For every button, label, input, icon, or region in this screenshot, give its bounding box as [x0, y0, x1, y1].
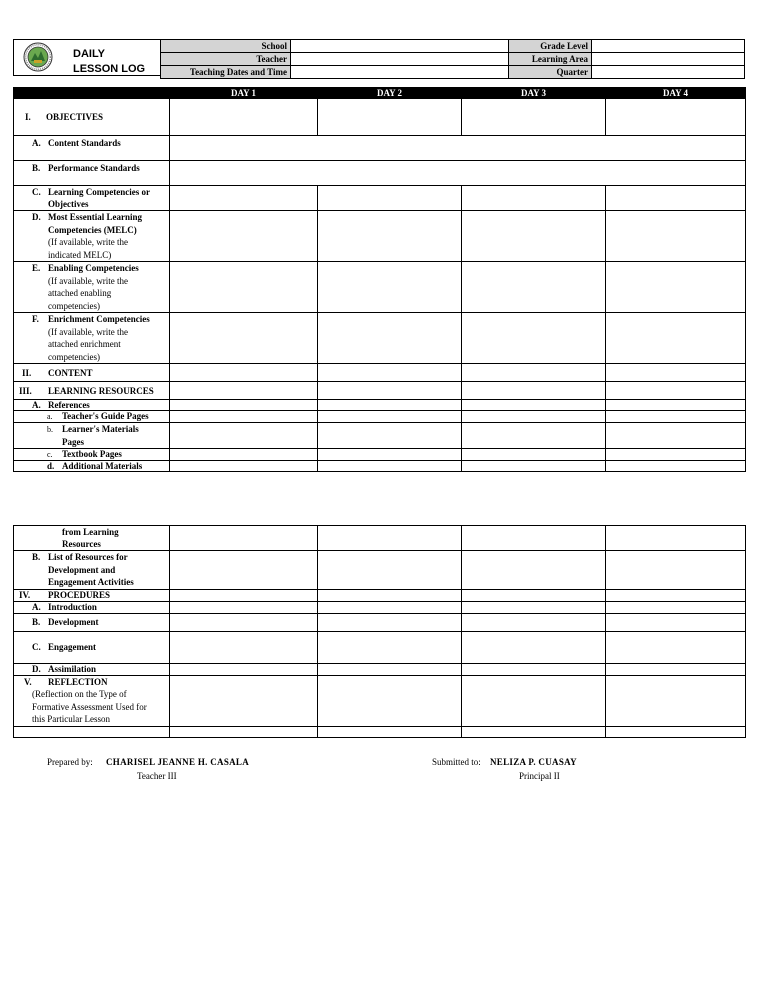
introduction-num: A.: [32, 601, 41, 612]
melc-line4: indicated MELC): [48, 249, 112, 260]
prepared-by-title: Teacher III: [137, 771, 177, 781]
additional-day1[interactable]: [170, 461, 318, 472]
objectives-day1[interactable]: [170, 99, 318, 136]
assimilation-row: [14, 663, 746, 675]
grade-level-label: Grade Level: [509, 40, 592, 53]
references-day4[interactable]: [606, 400, 746, 411]
reflection-label: REFLECTION: [48, 676, 108, 687]
introduction-day4[interactable]: [606, 601, 746, 613]
enabling-line3: attached enabling: [48, 288, 112, 298]
resources-day2[interactable]: [318, 382, 462, 400]
list-resources-day2[interactable]: [318, 551, 462, 590]
enrichment-line4: competencies): [48, 351, 100, 362]
assimilation-day3[interactable]: [462, 663, 606, 675]
teachers-guide-day4[interactable]: [606, 411, 746, 423]
assimilation-day1[interactable]: [170, 663, 318, 675]
melc-line3: (If available, write the: [48, 237, 128, 247]
performance-standards-num: B.: [32, 163, 41, 173]
engagement-row: [14, 631, 746, 663]
continued-day2[interactable]: [318, 526, 462, 551]
teacher-label: Teacher: [161, 53, 291, 66]
assimilation-label: Assimilation: [48, 663, 97, 674]
submitted-to-title: Principal II: [519, 771, 560, 781]
additional-materials-row: [14, 461, 746, 472]
learning-competencies-row: [14, 186, 746, 211]
procedures-day2[interactable]: [318, 589, 462, 601]
melc-day4[interactable]: [606, 211, 746, 262]
learners-materials-row: [14, 423, 746, 449]
enabling-day3[interactable]: [462, 262, 606, 313]
procedures-day3[interactable]: [462, 589, 606, 601]
introduction-row: [14, 601, 746, 613]
enabling-line4: competencies): [48, 300, 100, 311]
content-standards-num: A.: [32, 138, 41, 148]
teachers-guide-day3[interactable]: [462, 411, 606, 423]
learning-area-value[interactable]: [592, 53, 745, 66]
references-label: References: [48, 400, 90, 410]
content-row: [14, 364, 746, 382]
continued-line2: Resources: [62, 539, 101, 549]
melc-row: [14, 211, 746, 262]
introduction-day2[interactable]: [318, 601, 462, 613]
reflection-day1[interactable]: [170, 675, 318, 726]
enabling-num: E.: [32, 263, 41, 273]
doc-title-line2: LESSON LOG: [73, 63, 146, 75]
school-label: School: [161, 40, 291, 53]
enabling-day2[interactable]: [318, 262, 462, 313]
performance-standards-label: Performance Standards: [48, 163, 140, 173]
resources-day3[interactable]: [462, 382, 606, 400]
development-label: Development: [48, 617, 99, 627]
learning-competencies-day2[interactable]: [318, 186, 462, 211]
content-standards-label: Content Standards: [48, 138, 121, 148]
engagement-day2[interactable]: [318, 631, 462, 663]
list-resources-line2: Development and: [48, 564, 116, 575]
continued-day3[interactable]: [462, 526, 606, 551]
lesson-log-table-part2: [13, 525, 746, 738]
day-3-header: DAY 3: [462, 88, 606, 99]
melc-day1[interactable]: [170, 211, 318, 262]
learning-competencies-line2: Objectives: [48, 199, 89, 209]
development-day1[interactable]: [170, 613, 318, 631]
teacher-value[interactable]: [291, 53, 509, 66]
list-resources-line1: List of Resources for: [48, 552, 128, 562]
quarter-label: Quarter: [509, 66, 592, 79]
additional-day4[interactable]: [606, 461, 746, 472]
additional-day2[interactable]: [318, 461, 462, 472]
introduction-day3[interactable]: [462, 601, 606, 613]
textbook-day2[interactable]: [318, 449, 462, 461]
continued-day1[interactable]: [170, 526, 318, 551]
enrichment-day3[interactable]: [462, 313, 606, 364]
learners-materials-day2[interactable]: [318, 423, 462, 449]
objectives-num: I.: [25, 112, 31, 122]
assimilation-day4[interactable]: [606, 663, 746, 675]
learning-competencies-day1[interactable]: [170, 186, 318, 211]
melc-num: D.: [32, 212, 41, 222]
quarter-value[interactable]: [592, 66, 745, 79]
references-day1[interactable]: [170, 400, 318, 411]
learning-competencies-day3[interactable]: [462, 186, 606, 211]
list-of-resources-row: [14, 551, 746, 590]
procedures-row: [14, 589, 746, 601]
content-standards-value[interactable]: [170, 136, 746, 161]
melc-day2[interactable]: [318, 211, 462, 262]
lesson-log-table-part1: [13, 87, 746, 472]
learning-resources-num: III.: [19, 385, 32, 396]
grade-level-value[interactable]: [592, 40, 745, 53]
enrichment-line2: (If available, write the: [48, 326, 128, 337]
introduction-label: Introduction: [48, 601, 97, 612]
melc-line2: Competencies (MELC): [48, 224, 137, 235]
reflection-num: V.: [24, 676, 32, 687]
development-day3[interactable]: [462, 613, 606, 631]
list-resources-day3[interactable]: [462, 551, 606, 590]
learning-competencies-num: C.: [32, 187, 41, 197]
procedures-day4[interactable]: [606, 589, 746, 601]
list-resources-num: B.: [32, 552, 41, 562]
performance-standards-row: [14, 161, 746, 186]
list-resources-line3: Engagement Activities: [48, 577, 134, 587]
objectives-row: [14, 99, 746, 136]
melc-line1: Most Essential Learning: [48, 212, 143, 222]
teachers-guide-num: a.: [47, 412, 53, 421]
enrichment-day4[interactable]: [606, 313, 746, 364]
procedures-num: IV.: [19, 589, 31, 600]
assimilation-num: D.: [32, 663, 41, 674]
development-row: [14, 613, 746, 631]
reflection-line4: this Particular Lesson: [32, 714, 110, 724]
development-day2[interactable]: [318, 613, 462, 631]
teachers-guide-day1[interactable]: [170, 411, 318, 423]
teachers-guide-label: Teacher's Guide Pages: [62, 411, 149, 421]
additional-day3[interactable]: [462, 461, 606, 472]
blank-bottom-row: [14, 726, 746, 737]
school-seal-logo: [23, 42, 53, 72]
references-day3[interactable]: [462, 400, 606, 411]
additional-materials-label: Additional Materials: [62, 461, 143, 471]
resources-day1[interactable]: [170, 382, 318, 400]
content-day2[interactable]: [318, 364, 462, 382]
doc-title-line1: DAILY: [73, 48, 105, 60]
objectives-day2[interactable]: [318, 99, 462, 136]
procedures-label: PROCEDURES: [48, 589, 111, 600]
reflection-day4[interactable]: [606, 675, 746, 726]
enabling-day4[interactable]: [606, 262, 746, 313]
learning-competencies-day4[interactable]: [606, 186, 746, 211]
engagement-day3[interactable]: [462, 631, 606, 663]
prepared-by-label: Prepared by:: [47, 757, 93, 767]
textbook-day1[interactable]: [170, 449, 318, 461]
teachers-guide-row: [14, 411, 746, 423]
enrichment-line1: Enrichment Competencies: [48, 314, 150, 324]
day-2-header: DAY 2: [318, 88, 462, 99]
learners-materials-num: b.: [47, 425, 53, 434]
submitted-to-label: Submitted to:: [432, 757, 481, 767]
learning-resources-label: LEARNING RESOURCES: [48, 385, 154, 396]
development-day4[interactable]: [606, 613, 746, 631]
learners-materials-line1: Learner's Materials: [62, 424, 139, 434]
learning-competencies-line1: Learning Competencies or: [48, 187, 150, 197]
submitted-to-name: NELIZA P. CUASAY: [490, 757, 577, 767]
learning-resources-row: [14, 382, 746, 400]
enrichment-competencies-row: [14, 313, 746, 364]
reflection-line3: Formative Assessment Used for: [32, 701, 147, 712]
enabling-line1: Enabling Competencies: [48, 263, 139, 273]
learning-area-label: Learning Area: [509, 53, 592, 66]
references-day2[interactable]: [318, 400, 462, 411]
content-day4[interactable]: [606, 364, 746, 382]
teachers-guide-day2[interactable]: [318, 411, 462, 423]
learners-materials-line2: Pages: [62, 437, 84, 447]
engagement-day4[interactable]: [606, 631, 746, 663]
content-standards-row: [14, 136, 746, 161]
prepared-by-name: CHARISEL JEANNE H. CASALA: [106, 757, 250, 767]
engagement-num: C.: [32, 642, 41, 652]
textbook-day4[interactable]: [606, 449, 746, 461]
content-day3[interactable]: [462, 364, 606, 382]
learners-materials-day4[interactable]: [606, 423, 746, 449]
header-info-table: [160, 39, 745, 79]
enabling-line2: (If available, write the: [48, 275, 128, 286]
additional-materials-num: d.: [47, 461, 55, 471]
content-label: CONTENT: [48, 367, 93, 378]
day-4-header: DAY 4: [606, 88, 746, 99]
content-num: II.: [22, 367, 32, 378]
references-num: A.: [32, 400, 41, 410]
header-left-box: [13, 39, 161, 76]
reflection-day3[interactable]: [462, 675, 606, 726]
introduction-day1[interactable]: [170, 601, 318, 613]
enrichment-day2[interactable]: [318, 313, 462, 364]
engagement-day1[interactable]: [170, 631, 318, 663]
reflection-row: [14, 675, 746, 726]
header-block: [13, 39, 744, 76]
references-row: [14, 400, 746, 411]
textbook-pages-label: Textbook Pages: [62, 449, 122, 459]
teaching-dates-label: Teaching Dates and Time: [161, 66, 291, 79]
objectives-day3[interactable]: [462, 99, 606, 136]
day-1-header: DAY 1: [170, 88, 318, 99]
enabling-competencies-row: [14, 262, 746, 313]
enrichment-num: F.: [32, 314, 39, 324]
reflection-line2: (Reflection on the Type of: [32, 689, 127, 699]
enabling-day1[interactable]: [170, 262, 318, 313]
school-value[interactable]: [291, 40, 509, 53]
engagement-label: Engagement: [48, 642, 96, 652]
enrichment-day1[interactable]: [170, 313, 318, 364]
continued-resources-row: [14, 526, 746, 551]
content-day1[interactable]: [170, 364, 318, 382]
day-header-row: [14, 88, 746, 99]
list-resources-day1[interactable]: [170, 551, 318, 590]
continued-line1: from Learning: [62, 527, 119, 537]
performance-standards-value[interactable]: [170, 161, 746, 186]
learners-materials-day3[interactable]: [462, 423, 606, 449]
continued-day4[interactable]: [606, 526, 746, 551]
textbook-day3[interactable]: [462, 449, 606, 461]
textbook-pages-num: c.: [47, 450, 53, 459]
objectives-day4[interactable]: [606, 99, 746, 136]
learners-materials-day1[interactable]: [170, 423, 318, 449]
development-num: B.: [32, 617, 41, 627]
assimilation-day2[interactable]: [318, 663, 462, 675]
teaching-dates-value[interactable]: [291, 66, 509, 79]
resources-day4[interactable]: [606, 382, 746, 400]
reflection-day2[interactable]: [318, 675, 462, 726]
list-resources-day4[interactable]: [606, 551, 746, 590]
procedures-day1[interactable]: [170, 589, 318, 601]
enrichment-line3: attached enrichment: [48, 339, 121, 349]
textbook-pages-row: [14, 449, 746, 461]
melc-day3[interactable]: [462, 211, 606, 262]
objectives-label: OBJECTIVES: [46, 112, 104, 122]
